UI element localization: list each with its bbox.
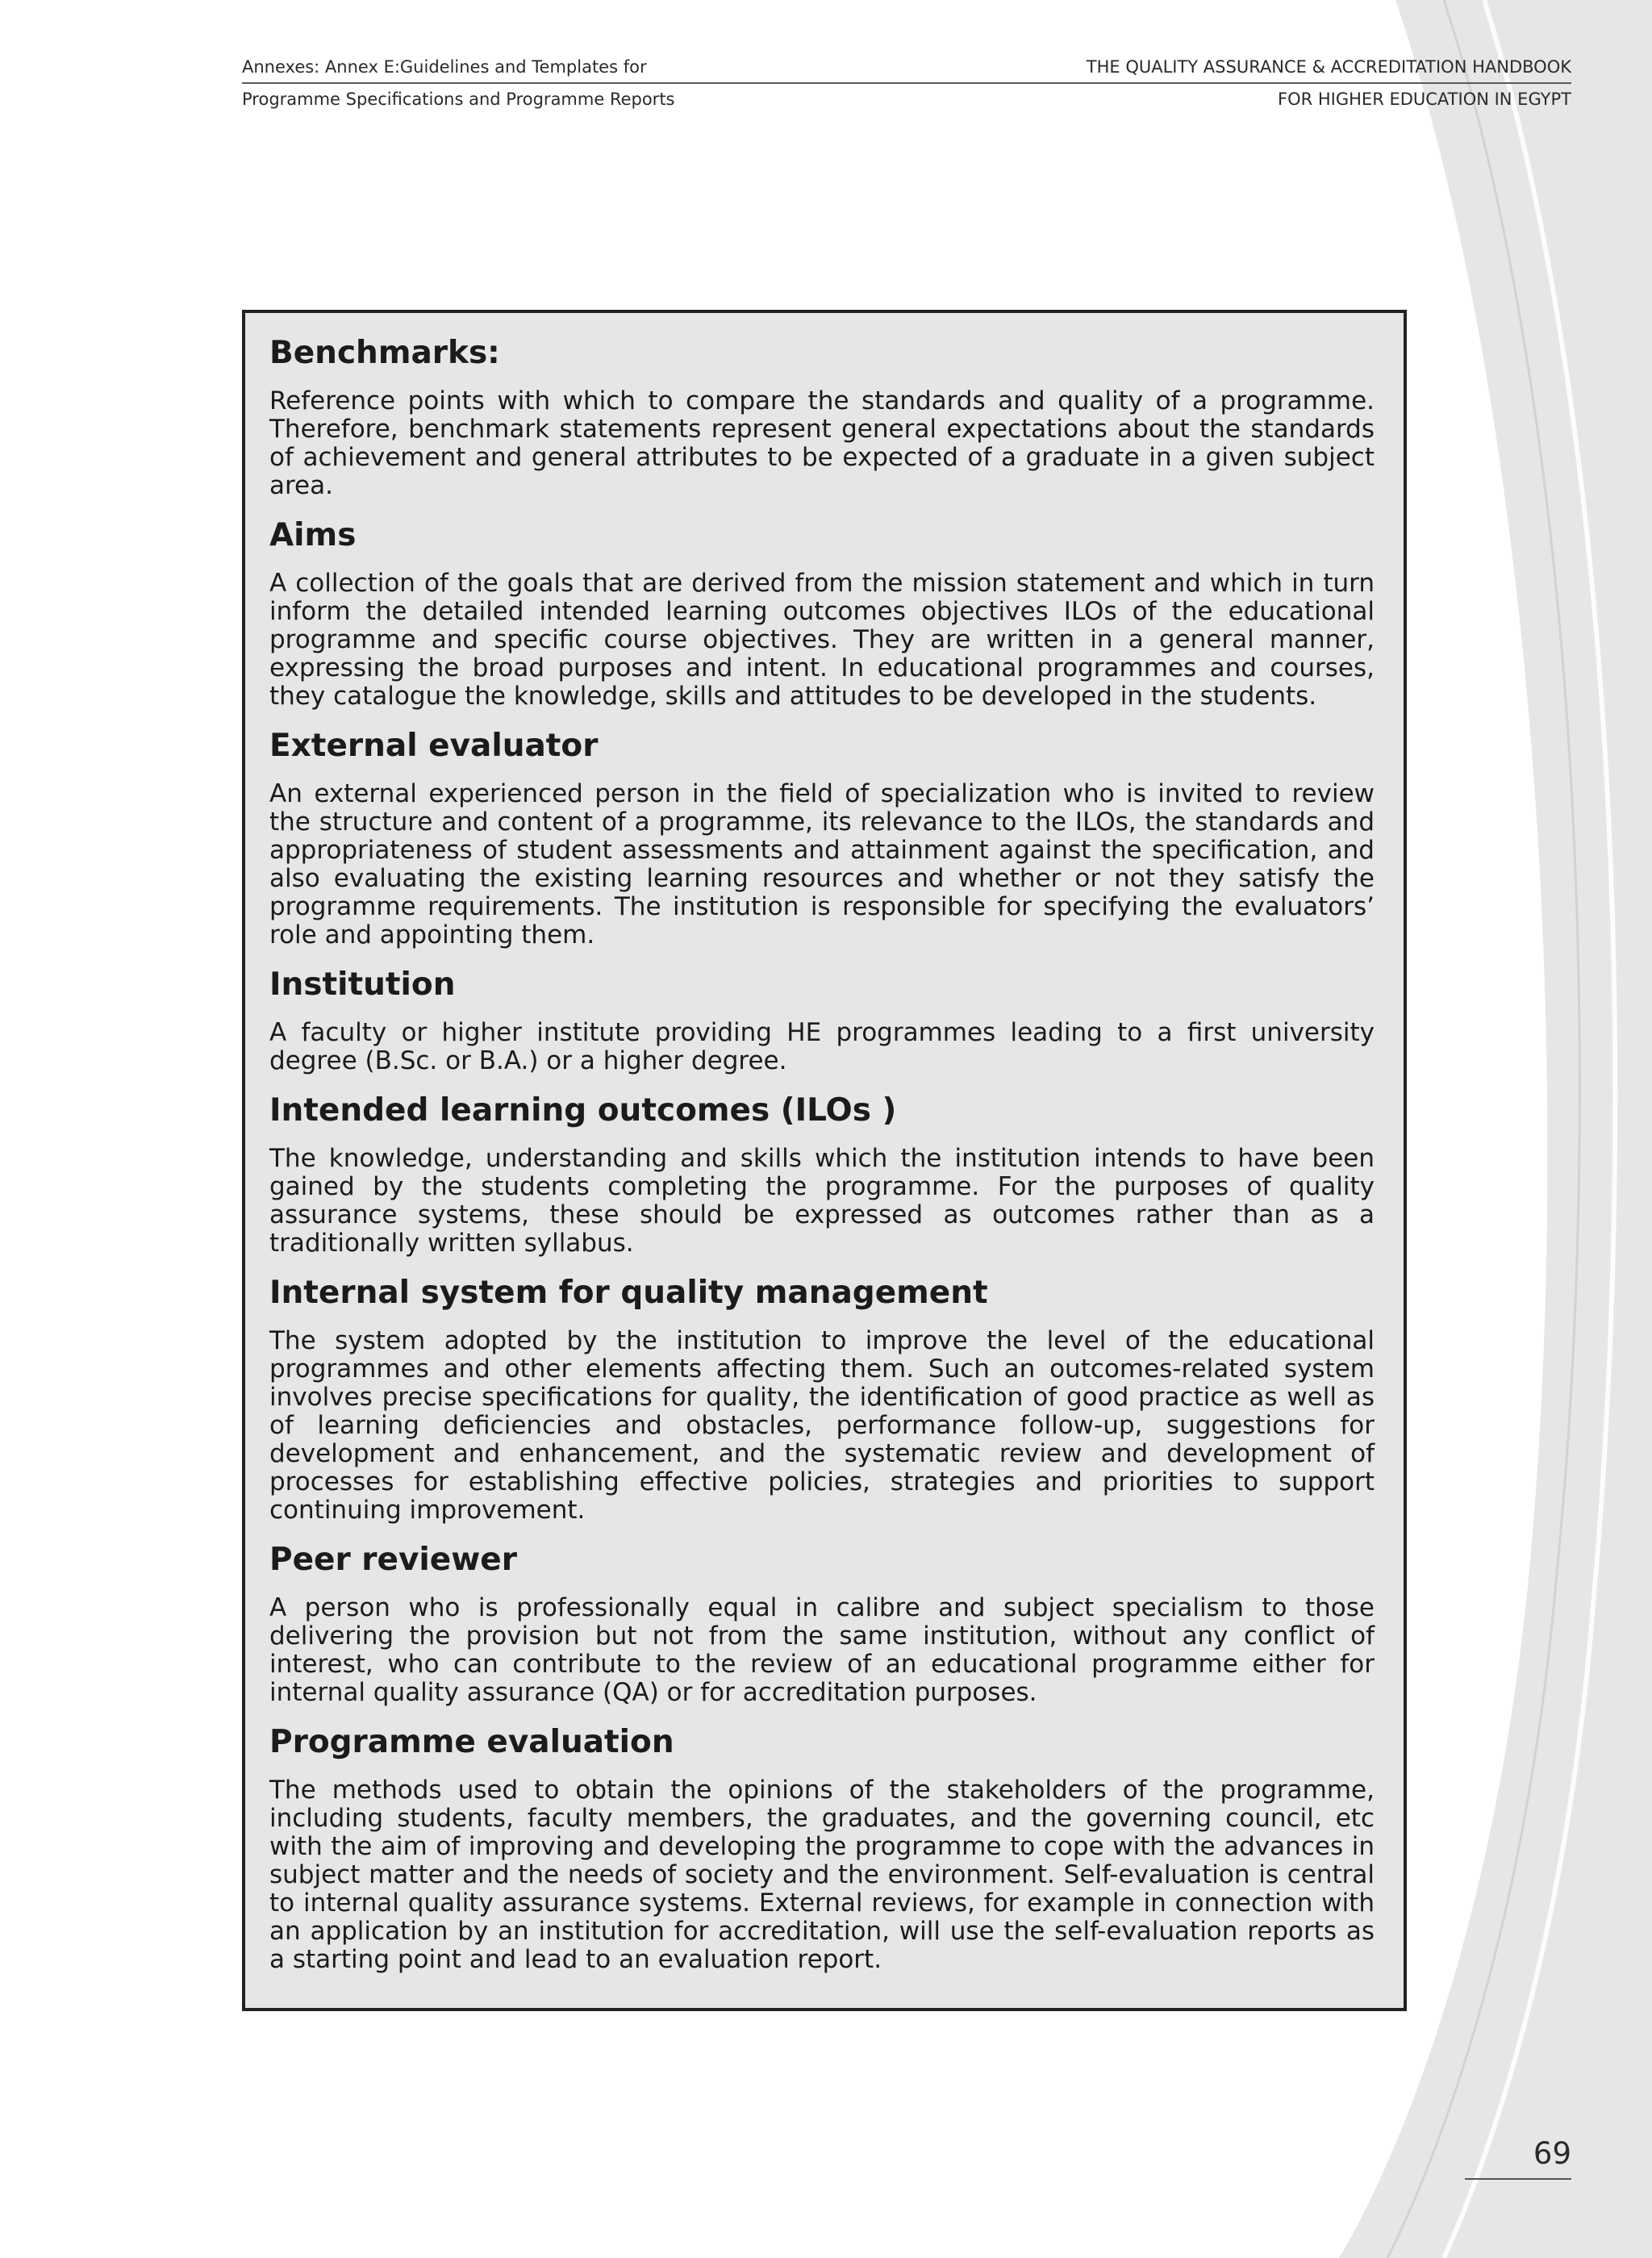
term-definition: The system adopted by the institution to improve the level of the educational programmes and other elements affecting them. Such an outcomes-related system involves precise specifications for quality, the identification of good practice as well as of learning deficiencies and obstacles, performance follow-up, suggestions for development and enhancement, and the systematic review and development of processes for establishing effective policies, strategies and priorities to support continuing improvement. [269,1326,1375,1525]
page-number-underline [1465,2178,1571,2180]
glossary-entry-benchmarks [269,334,1375,500]
glossary-entry-programme-evaluation [269,1723,1375,1974]
header-row-top [242,53,1571,81]
glossary-box [242,310,1407,2011]
glossary-entry-external-evaluator [269,727,1375,950]
term-title: Internal system for quality management [269,1275,988,1311]
glossary-entry-peer-reviewer [269,1541,1375,1707]
glossary-entry-internal-quality-system [269,1274,1375,1525]
term-definition: The methods used to obtain the opinions of the stakeholders of the programme, including students, faculty members, the graduates, and the governing council, etc with the aim of improving and developing the programme to cope with the advances in subject matter and the needs of society and the environment. Self-evaluation is central to internal quality assurance systems. External reviews, for example in connection with an application by an institution for accreditation, will use the self-evaluation reports as a starting point and lead to an evaluation report. [269,1776,1375,1974]
header-divider [242,82,1571,84]
term-definition: A person who is professionally equal in calibre and subject specialism to those delivering the provision but not from the same institution, without any conflict of interest, who can contribute to the review of an educational programme either for internal quality assurance (QA) or for accreditation purposes. [269,1593,1375,1707]
glossary-entry-ilos [269,1091,1375,1258]
term-definition: A faculty or higher institute providing HE programmes leading to a first university degree (B.Sc. or B.A.) or a higher degree. [269,1018,1375,1075]
term-title: Institution [269,966,456,1003]
header-row-bottom [242,86,1571,113]
term-title: External evaluator [269,728,599,764]
header-chapter-line-2: Programme Specifications and Programme Reports [242,90,675,109]
term-definition: A collection of the goals that are derived from the mission statement and which in turn inform the detailed intended learning outcomes objectives ILOs of the educational programme and specific course objectives. They are written in a general manner, expressing the broad purposes and intent. In educational programmes and courses, they catalogue the knowledge, skills and attitudes to be developed in the students. [269,569,1375,711]
term-title: Peer reviewer [269,1542,517,1578]
term-title: Benchmarks: [269,335,500,371]
running-header [242,53,1571,113]
term-title: Intended learning outcomes (ILOs ) [269,1092,897,1129]
glossary-entry-aims [269,516,1375,711]
term-title: Programme evaluation [269,1724,674,1760]
glossary-entry-institution [269,966,1375,1075]
term-definition: Reference points with which to compare the standards and quality of a programme. Therefore, benchmark statements represent general expectations about the standards of achievement and general attributes to be expected of a graduate in a given subject area. [269,386,1375,500]
header-book-title-line-2: FOR HIGHER EDUCATION IN EGYPT [1278,90,1571,109]
page-number: 69 [1533,2136,1571,2171]
term-definition: The knowledge, understanding and skills which the institution intends to have been gained by the students completing the programme. For the purposes of quality assurance systems, these should be expressed as outcomes rather than as a traditionally written syllabus. [269,1144,1375,1258]
header-chapter-line-1: Annexes: Annex E:Guidelines and Templates for [242,57,647,77]
term-title: Aims [269,517,357,553]
header-book-title-line-1: THE QUALITY ASSURANCE & ACCREDITATION HANDBOOK [1086,57,1571,77]
term-definition: An external experienced person in the field of specialization who is invited to review the structure and content of a programme, its relevance to the ILOs, the standards and appropriateness of student assessments and attainment against the specification, and also evaluating the existing learning resources and whether or not they satisfy the programme requirements. The institution is responsible for specifying the evaluators’ role and appointing them. [269,779,1375,950]
